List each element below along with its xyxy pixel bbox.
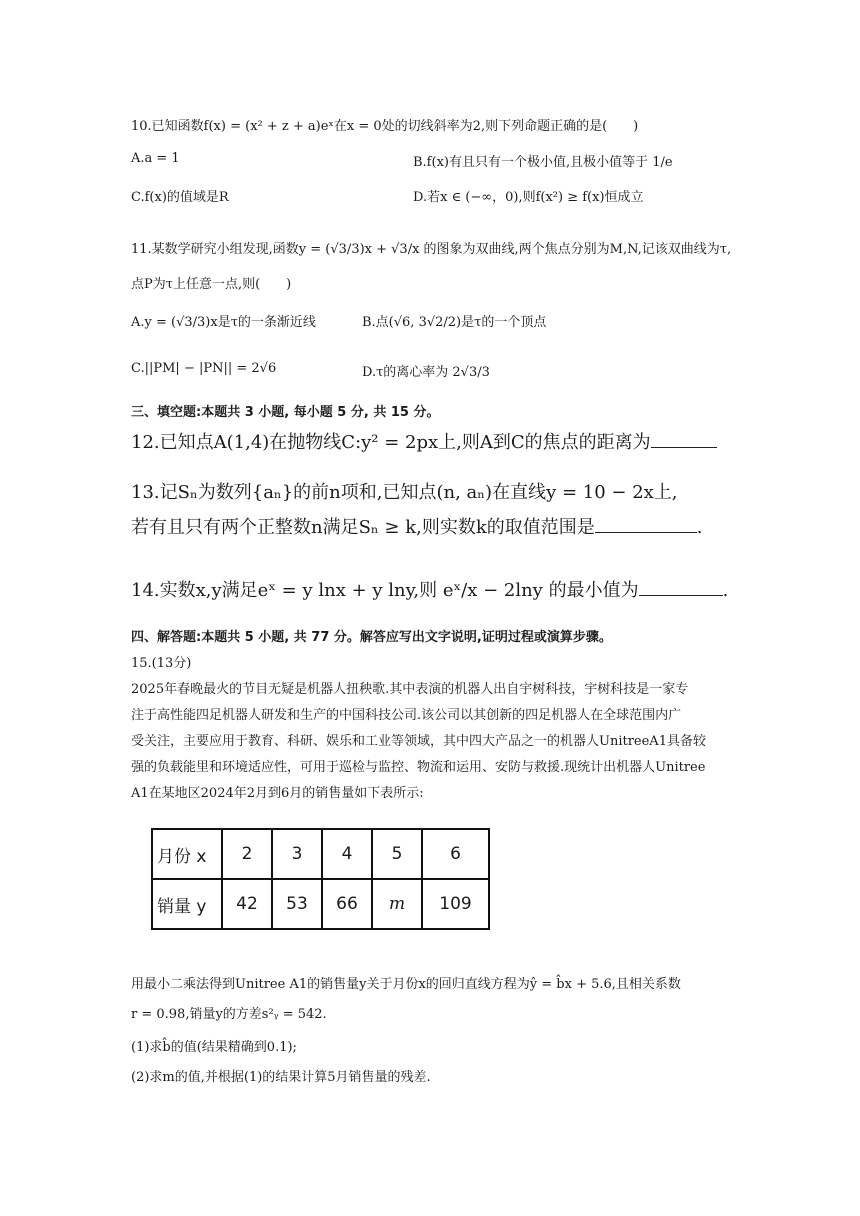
q15-paragraph-line2: 注于高性能四足机器人研发和生产的中国科技公司.该公司以其创新的四足机器人在全球范围内广 xyxy=(131,708,682,723)
q11-stem-line2: 点P为τ上任意一点,则( ) xyxy=(131,277,292,292)
table-cell: 66 xyxy=(322,879,372,929)
q10-option-b: B.f(x)有且只有一个极小值,且极小值等于 1/e xyxy=(413,155,673,170)
section-4-heading: 四、解答题:本题共 5 小题, 共 77 分。解答应写出文字说明,证明过程或演算步骤。 xyxy=(131,630,612,645)
q15-paragraph-line1: 2025年春晚最火的节目无疑是机器人扭秧歌.其中表演的机器人出自宇树科技，宇树科技是一家专 xyxy=(131,682,689,697)
table-header-sales: 销量 y xyxy=(152,879,222,929)
section-3-heading: 三、填空题:本题共 3 小题, 每小题 5 分, 共 15 分。 xyxy=(131,405,440,420)
q13-answer-blank xyxy=(595,532,697,533)
q15-paragraph-line5: A1在某地区2024年2月到6月的销售量如下表所示: xyxy=(131,786,424,801)
q15-subquestion-1: (1)求b̂的值(结果精确到0.1); xyxy=(131,1040,297,1055)
q10-option-d: D.若x ∈ (−∞，0),则f(x²) ≥ f(x)恒成立 xyxy=(413,190,644,205)
q11-stem-line1: 11.某数学研究小组发现,函数y = (√3/3)x + √3/x 的图象为双曲线,两个焦点分别为M,N,记该双曲线为τ, xyxy=(131,242,732,257)
table-row-month xyxy=(152,829,489,879)
q13-period: . xyxy=(696,517,703,538)
q15-paragraph-line4: 强的负载能里和环境适应性，可用于巡检与监控、物流和运用、安防与救援.现统计出机器人Unitree xyxy=(131,760,706,775)
q11-option-d: D.τ的离心率为 2√3/3 xyxy=(362,365,490,380)
q13-line2-wrap xyxy=(131,513,703,539)
q12-line xyxy=(131,428,717,454)
table-cell: 4 xyxy=(322,829,372,879)
table-cell: 3 xyxy=(272,829,322,879)
q11-option-a: A.y = (√3/3)x是τ的一条渐近线 xyxy=(131,315,316,330)
q15-paragraph-line3: 受关注，主要应用于教育、科研、娱乐和工业等领域，其中四大产品之一的机器人UnitreeA1具备较 xyxy=(131,734,706,749)
table-cell: 42 xyxy=(222,879,272,929)
q11-option-b: B.点(√6, 3√2/2)是τ的一个顶点 xyxy=(362,315,547,330)
table-cell: 5 xyxy=(372,829,422,879)
q14-period: . xyxy=(722,580,729,601)
q14-answer-blank xyxy=(639,595,723,596)
q15-regression-line1: 用最小二乘法得到Unitree A1的销售量y关于月份x的回归直线方程为ŷ = b̂x + 5.6,且相关系数 xyxy=(131,977,681,992)
q13-line2: 若有且只有两个正整数n满足Sₙ ≥ k,则实数k的取值范围是 xyxy=(131,517,595,538)
q15-head: 15.(13分) xyxy=(131,656,192,671)
table-cell: 2 xyxy=(222,829,272,879)
q11-option-c: C.||PM| − |PN|| = 2√6 xyxy=(131,361,277,376)
sales-table xyxy=(151,828,490,930)
q14-line xyxy=(131,576,728,602)
table-cell: 6 xyxy=(422,829,489,879)
table-row-sales xyxy=(152,879,489,929)
table-cell: 109 xyxy=(422,879,489,929)
q10-option-a: A.a = 1 xyxy=(131,151,180,166)
q10-stem: 10.已知函数f(x) = (x² + z + a)eˣ在x = 0处的切线斜率为2,则下列命题正确的是( ) xyxy=(131,119,639,134)
q12-text: 12.已知点A(1,4)在抛物线C:y² = 2px上,则A到C的焦点的距离为 xyxy=(131,432,651,453)
q10-option-c: C.f(x)的值域是R xyxy=(131,190,229,205)
q13-line1: 13.记Sₙ为数列{aₙ}的前n项和,已知点(n, aₙ)在直线y = 10 − 2x上, xyxy=(131,482,678,503)
q12-answer-blank xyxy=(651,447,717,448)
q15-subquestion-2: (2)求m的值,并根据(1)的结果计算5月销售量的残差. xyxy=(131,1070,431,1085)
table-header-month: 月份 x xyxy=(152,829,222,879)
table-cell: 53 xyxy=(272,879,322,929)
q14-text: 14.实数x,y满足eˣ = y lnx + y lny,则 eˣ/x − 2lny 的最小值为 xyxy=(131,580,639,601)
q15-regression-line2: r = 0.98,销量y的方差s²ᵧ = 542. xyxy=(131,1007,327,1022)
table-cell: m xyxy=(372,879,422,929)
